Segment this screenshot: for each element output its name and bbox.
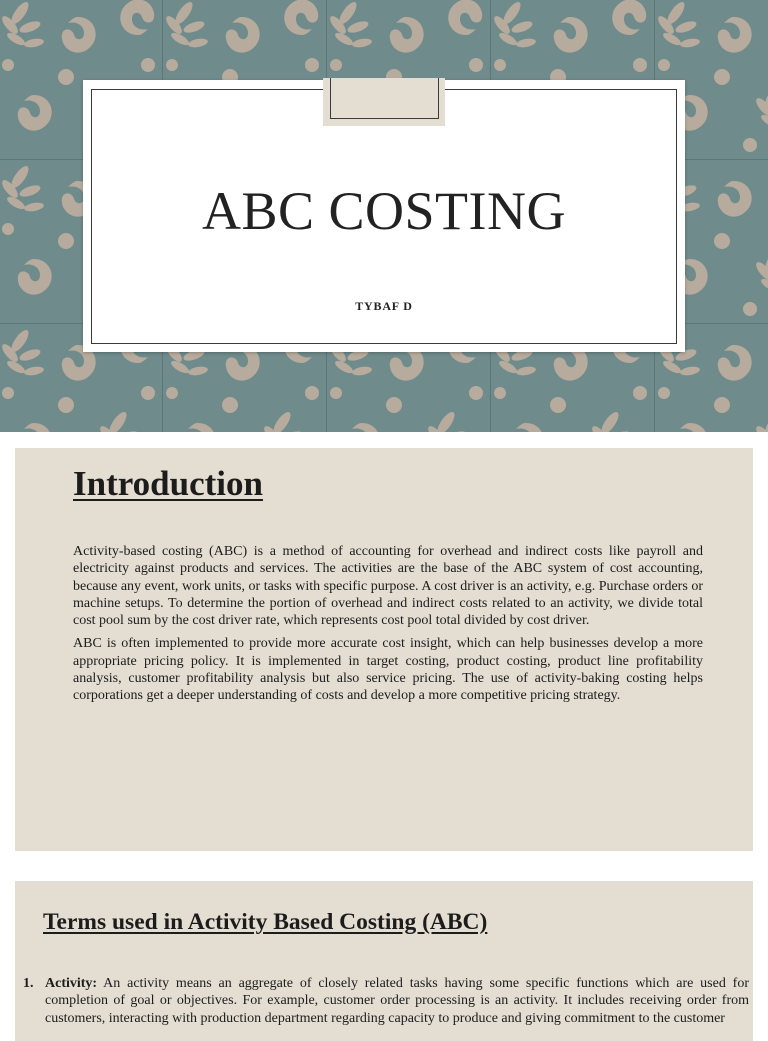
terms-slide: [15, 881, 753, 1041]
title-card-tab-frame: [330, 78, 439, 119]
terms-heading: Terms used in Activity Based Costing (ABC): [43, 909, 488, 935]
title-slide: [0, 0, 768, 432]
title-card: [83, 80, 685, 352]
presentation-subtitle: TYBAF D: [355, 299, 413, 313]
list-item-text: [45, 975, 749, 1027]
list-item: [23, 975, 749, 1027]
introduction-heading: Introduction: [73, 464, 263, 503]
introduction-body: [73, 543, 703, 711]
terms-list: [23, 975, 749, 1027]
term-name: Activity:: [45, 976, 98, 991]
introduction-paragraph: Activity-based costing (ABC) is a method of accounting for overhead and indirect costs like payroll and electricity against products and services. The activities are the base of the ABC system of cost accounting, because any event, work units, or tasks with specific purpose. A cost driver is an activity, e.g. Purchase orders or machine setups. To determine the portion of overhead and indirect costs related to an activity, we divide total cost pool sum by the cost driver rate, which represents cost pool total divided by cost driver.: [73, 544, 703, 629]
introduction-paragraph: ABC is often implemented to provide more accurate cost insight, which can help businesses develop a more appropriate pricing policy. It is implemented in target costing, product costing, product line profitability analysis, customer profitability analysis but also service pricing. The use of activity-baking costing helps corporations get a deeper understanding of costs and develop a more competitive pricing strategy.: [73, 636, 703, 704]
introduction-slide: [15, 448, 753, 851]
term-definition: An activity means an aggregate of closely related tasks having some specific functions which are used for completion of goal or objectives. For example, customer order processing is an activity. It includes receiving order from customers, interacting with production department regarding capacity to produce and giving commitment to the customer: [45, 976, 749, 1026]
list-item-number: 1.: [23, 976, 34, 991]
presentation-title: ABC COSTING: [201, 181, 567, 241]
